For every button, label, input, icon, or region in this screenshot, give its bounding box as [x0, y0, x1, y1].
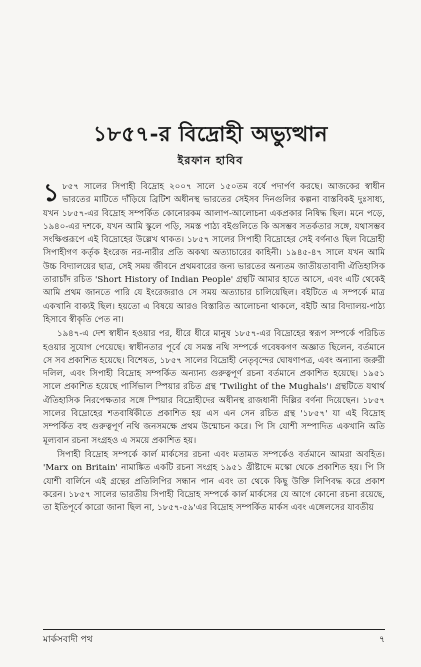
journal-name: মার্কসবাদী পথ	[43, 635, 93, 645]
author-name: ইরফান হাবিব	[177, 154, 244, 167]
drop-cap: ১	[43, 178, 60, 207]
paragraph-3: সিপাহী বিদ্রোহ সম্পর্কে কার্ল মার্কসের রচনা এবং মতামত সম্পর্কেও বর্তমানে আমরা অবহিত। 'Marx on Britain' নামাঙ্কিত একটি রচনা সংগ্রহ ১৯৫১ খ্রীষ্টাব্দে মস্কো থেকে প্রকাশিত হয়। পি সি যোশী বার্লিনে এই গ্রন্থের প্রতিলিপির সন্ধান পান এবং তা থেকে কিছু উক্তি লিপিবদ্ধ করে প্রকাশ করেন। ১৮৫৭ সালের ভারতীয় সিপাহী বিদ্রোহ সম্পর্কে কার্ল মার্কসের যে আগে কোনো রচনা রয়েছে, তা ইতিপূর্বে কারো জানা ছিল না, ১৮৫৭-৫৯'এর বিদ্রোহ সম্পর্কিত মার্কস এবং এঙ্গেলসের যাবতীয়	[43, 449, 385, 514]
footer-rule	[43, 629, 385, 630]
paragraph-2: ১৯৪৭-এ দেশ স্বাধীন হওয়ার পর, ধীরে ধীরে মানুষ ১৮৫৭-এর বিদ্রোহের স্বরূপ সম্পর্কে পরিচিত হওয়ার সুযোগ পেয়েছে। স্বাধীনতার পূর্বে যে সমস্ত নথি সম্পর্কে গবেষকগণ অজ্ঞাত ছিলেন, বর্তমানে সে সব প্রকাশিত হয়েছে। বিশেষত, ১৮৫৭ সালের বিদ্রোহী নেতৃবৃন্দের ঘোষণাপত্র, এবং অন্যান্য জরুরী দলিল, এবং সিপাহী বিদ্রোহ সম্পর্কিত অন্যান্য গুরুত্বপূর্ণ রচনা বর্তমানে প্রকাশিত হয়েছে। ১৯৫১ সালে প্রকাশিত হয়েছে পার্সিভাল স্পিয়ার রচিত গ্রন্থ 'Twilight of the Mughals'। গ্রন্থটিতে যথার্থ ঐতিহাসিক নিরপেক্ষতার সঙ্গে স্পিয়ার বিদ্রোহীদের অধীনস্থ রাজধানী দিল্লির বর্ণনা দিয়েছেন। ১৮৫৭ সালের বিদ্রোহের শতবার্ষিকীতে প্রকাশিত হয় এস এন সেন রচিত গ্রন্থ '১৮৫৭' যা এই বিদ্রোহ সম্পর্কিত বহু গুরুত্বপূর্ণ নথি জনসমক্ষে প্রথম উন্মোচন করে। পি সি যোশী সম্পাদিত একখানি অতি মূল্যবান রচনা সংগ্রহও এ সময়ে প্রকাশিত হয়।	[43, 329, 385, 446]
page-number: ৭	[379, 635, 385, 645]
article-title: ১৮৫৭-র বিদ্রোহী অভ্যুত্থান	[93, 121, 328, 146]
paragraph-1	[43, 178, 385, 327]
paragraph-1-text: ৮৫৭ সালের সিপাহী বিদ্রোহ ২০০৭ সালে ১৫০তম বর্ষে পদার্পণ করছে। আজকের স্বাধীন ভারতের মাটিতে দাঁড়িয়ে ব্রিটিশ অধীনস্থ ভারতের সেইসব দিনগুলির কল্পনা বাস্তবিকই দুঃসাধ্য, যখন ১৮৫৭-এর বিদ্রোহ সম্পর্কিত কোনোরকম আলাপ-আলোচনা একপ্রকার নিষিদ্ধ ছিল। মনে পড়ে, ১৯৪০-এর দশকে, যখন আমি স্কুলে পড়ি, সমস্ত পাঠ্য বইগুলিতে কি অসম্ভব সতর্কতার সঙ্গে, যথাসম্ভব সংক্ষিপ্তরূপে এই বিদ্রোহের উল্লেখ থাকত। ১৮৫৭ সালের সিপাহী বিদ্রোহের সেই বর্ণনাও ছিল বিদ্রোহী সিপাহীগণ কর্তৃক ইংরেজ নর-নারীর প্রতি অকথ্য অত্যাচারের কাহিনী। ১৯৪৫-৪৭ সালে যখন আমি উচ্চ বিদ্যালয়ের ছাত্র, সেই সময় জীবনে প্রথমবারের জন্য ভারতের অন্যতম জাতীয়তাবাদী ঐতিহাসিক তারাচাঁদ রচিত 'Short History of Indian People' গ্রন্থটি আমার হাতে আসে, এবং এটি থেকেই আমি প্রথম জানতে পারি যে ইংরেজরাও সে সময় অত্যাচার চালিয়েছিল। বইটিতে এ সম্পর্কে মাত্র একখানি বাক্যই ছিল। হয়তো এ বিষয়ে আরও বিস্তারিত আলোচনা থাকলে, বইটি আর বিদ্যালয়-পাঠ্য হিসাবে স্বীকৃতি পেত না।	[43, 182, 385, 325]
article-body	[43, 178, 385, 516]
